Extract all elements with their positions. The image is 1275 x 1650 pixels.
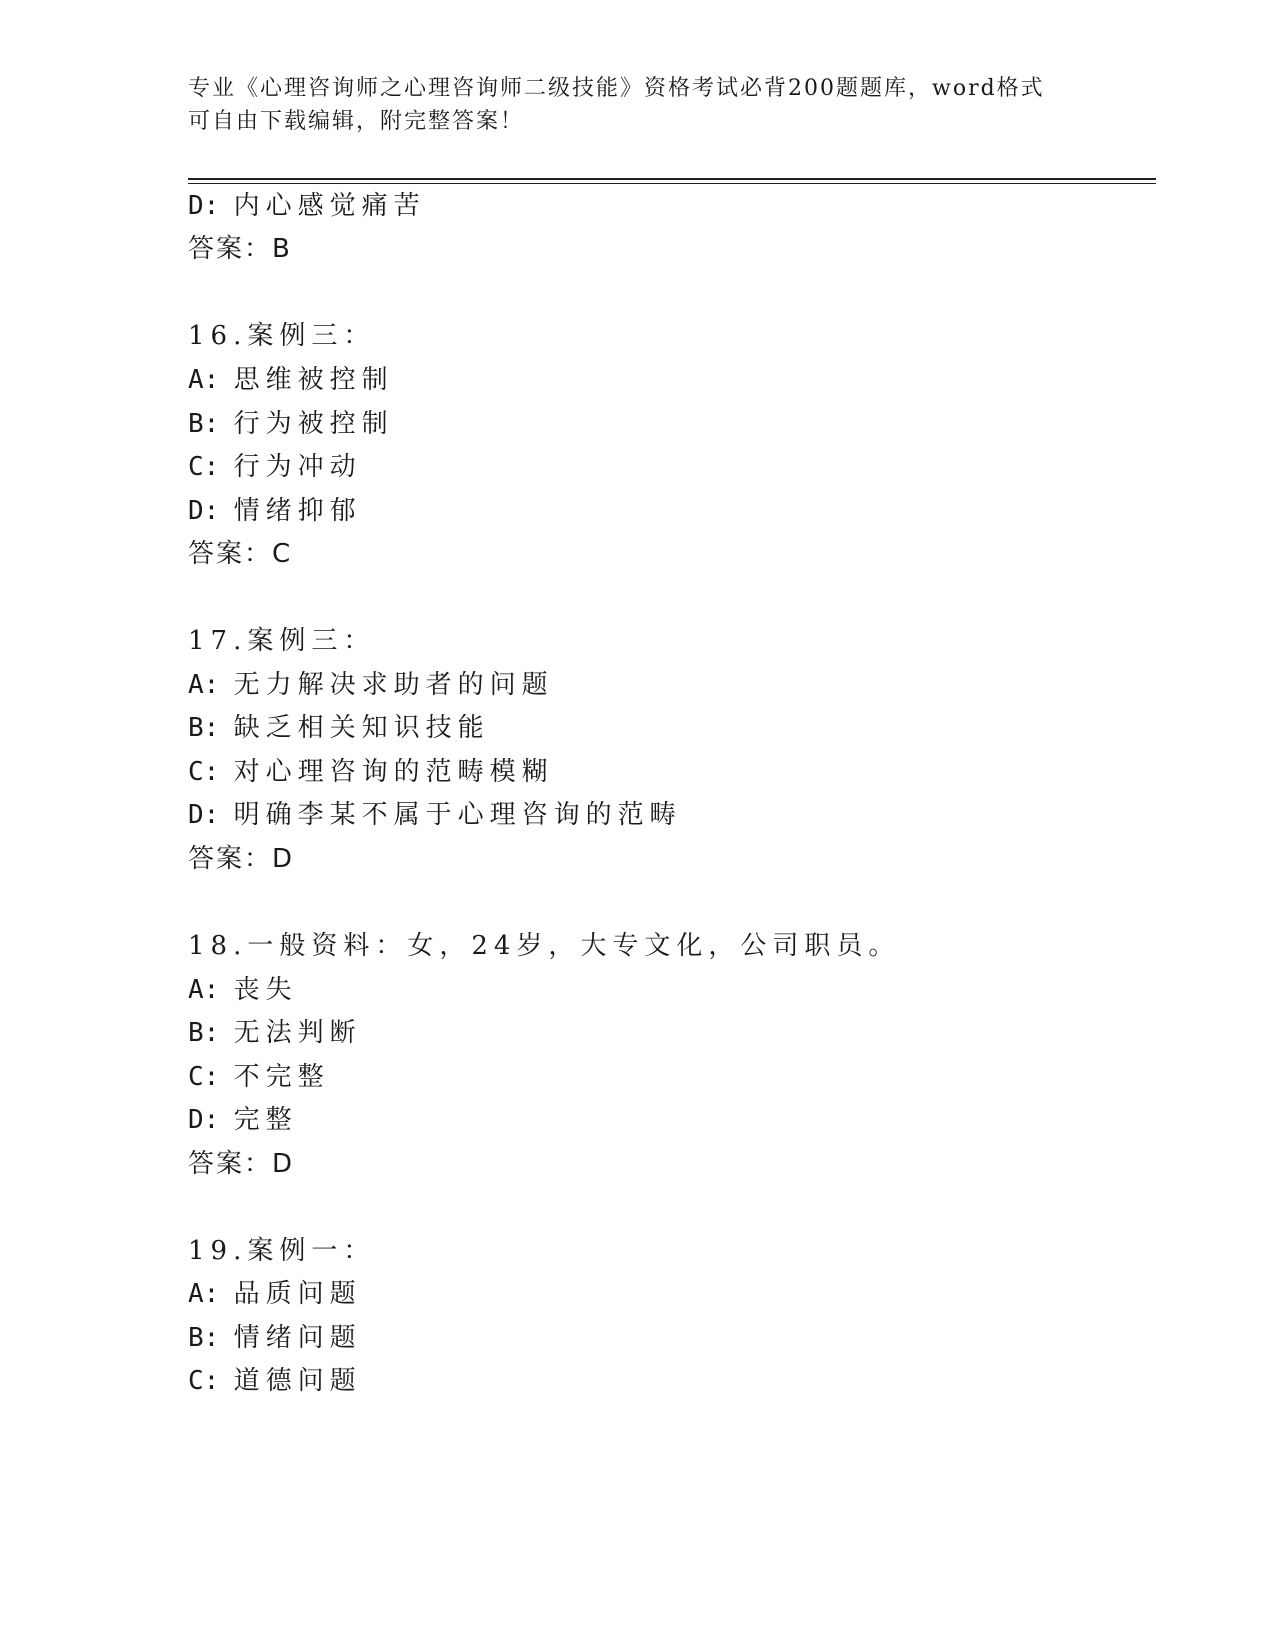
option-line <box>188 669 554 701</box>
question-title: 19.案例一： <box>188 1236 376 1266</box>
option-text: 丧失 <box>233 975 298 1005</box>
option-text: 无法判断 <box>233 1018 362 1048</box>
option-line <box>188 495 362 527</box>
option-text: 内心感觉痛苦 <box>233 191 426 221</box>
option-line <box>188 974 298 1006</box>
option-line <box>188 1104 298 1136</box>
option-line <box>188 1365 362 1397</box>
option-text: 道德问题 <box>233 1366 362 1396</box>
option-line <box>188 712 490 744</box>
option-letter: A: <box>188 365 220 395</box>
header-line-2: 可自由下载编辑，附完整答案！ <box>188 109 525 134</box>
option-text: 行为被控制 <box>233 409 394 439</box>
option-text: 情绪抑郁 <box>233 496 362 526</box>
answer-line: 答案：D <box>188 1149 295 1179</box>
option-letter: C: <box>188 757 220 787</box>
question-title: 16.案例三： <box>188 321 376 351</box>
option-letter: D: <box>188 191 220 221</box>
option-letter: C: <box>188 1062 220 1092</box>
option-line <box>188 364 394 396</box>
option-text: 明确李某不属于心理咨询的范畴 <box>233 800 682 830</box>
option-letter: A: <box>188 670 220 700</box>
option-line <box>188 451 362 483</box>
option-line <box>188 1322 362 1354</box>
option-letter: B: <box>188 1323 220 1353</box>
answer-line: 答案：C <box>188 539 293 569</box>
option-letter: A: <box>188 975 220 1005</box>
option-line <box>188 1017 362 1049</box>
option-letter: D: <box>188 496 220 526</box>
option-letter: D: <box>188 800 220 830</box>
option-letter: D: <box>188 1105 220 1135</box>
option-letter: B: <box>188 409 220 439</box>
answer-line: 答案：D <box>188 844 295 874</box>
option-text: 完整 <box>233 1105 298 1135</box>
option-line <box>188 756 554 788</box>
option-letter: B: <box>188 713 220 743</box>
option-text: 缺乏相关知识技能 <box>233 713 490 743</box>
option-line <box>188 1061 330 1093</box>
option-text: 行为冲动 <box>233 452 362 482</box>
option-text: 不完整 <box>233 1062 330 1092</box>
question-title: 17.案例三： <box>188 626 376 656</box>
option-text: 对心理咨询的范畴模糊 <box>233 757 554 787</box>
document-header <box>188 72 1088 138</box>
answer-line: 答案：B <box>188 234 292 264</box>
header-rule-thick <box>188 178 1156 180</box>
option-line <box>188 408 394 440</box>
question-title: 18.一般资料：女，24岁，大专文化，公司职员。 <box>188 931 901 961</box>
option-line <box>188 190 426 222</box>
option-letter: A: <box>188 1279 220 1309</box>
option-line <box>188 1278 362 1310</box>
option-text: 情绪问题 <box>233 1323 362 1353</box>
option-text: 无力解决求助者的问题 <box>233 670 554 700</box>
option-text: 品质问题 <box>233 1279 362 1309</box>
header-line-1: 专业《心理咨询师之心理咨询师二级技能》资格考试必背200题题库，word格式 <box>188 76 1045 101</box>
header-rule-thin <box>188 183 1156 184</box>
option-letter: C: <box>188 1366 220 1396</box>
option-letter: B: <box>188 1018 220 1048</box>
option-letter: C: <box>188 452 220 482</box>
option-text: 思维被控制 <box>233 365 394 395</box>
option-line <box>188 799 682 831</box>
